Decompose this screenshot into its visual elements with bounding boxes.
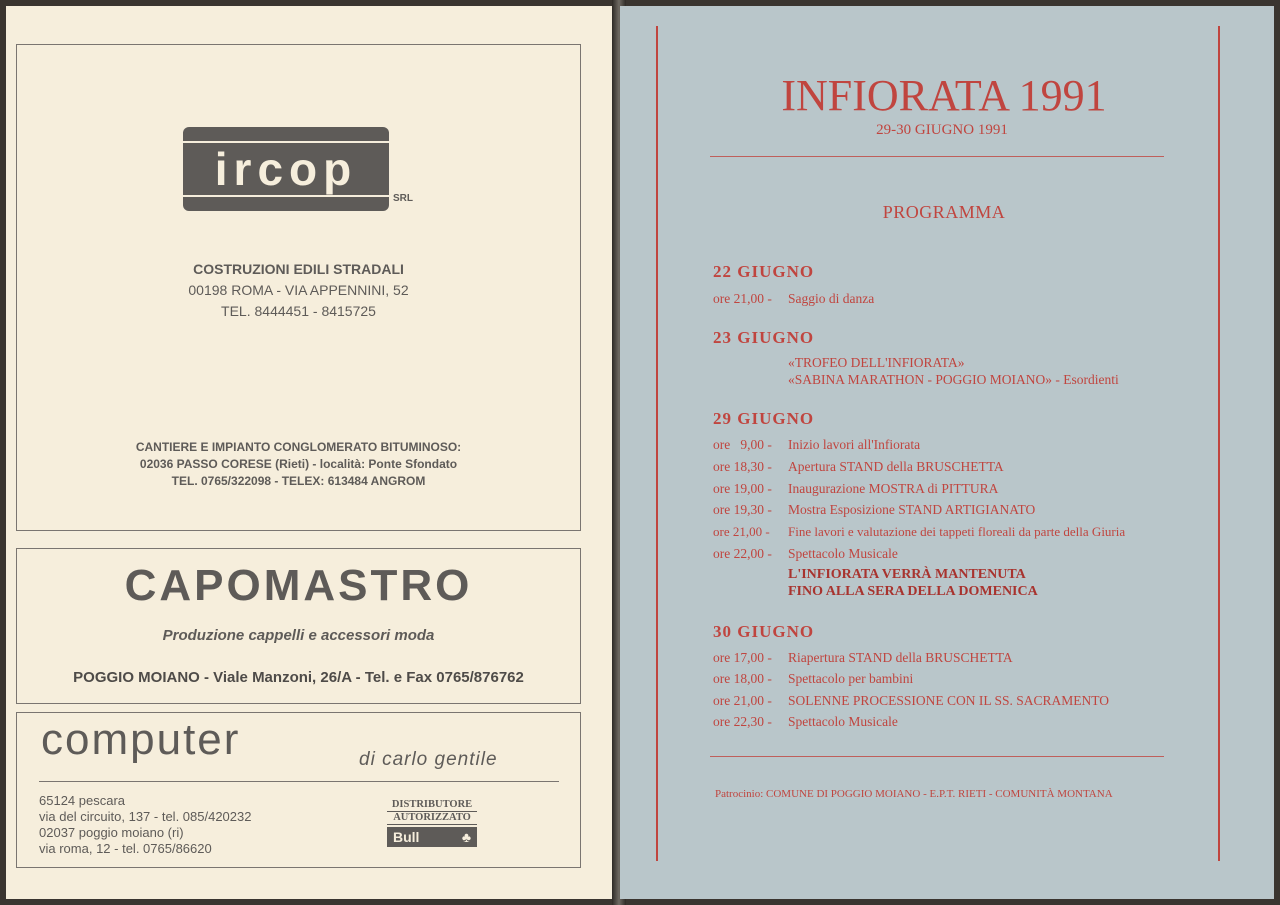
event-row [713, 524, 1125, 540]
computer-ad [16, 712, 581, 868]
capomastro-address: POGGIO MOIANO - Viale Manzoni, 26/A - Tel. e Fax 0765/876762 [73, 669, 524, 686]
capomastro-ad [16, 548, 581, 704]
ircop-line2: 00198 ROMA - VIA APPENNINI, 52 [188, 282, 409, 298]
bull-logo [387, 827, 477, 847]
title-rule [710, 156, 1164, 157]
event-text: Saggio di danza [788, 291, 875, 306]
footer-rule [710, 756, 1164, 757]
event-dates: 29-30 GIUGNO 1991 [876, 122, 1008, 138]
event-text: Apertura STAND della BRUSCHETTA [788, 459, 1004, 474]
computer-line3: 02037 poggio moiano (ri) [39, 825, 184, 840]
ircop-line3: TEL. 8444451 - 8415725 [221, 303, 376, 319]
event-line: «SABINA MARATHON - POGGIO MOIANO» - Esordienti [788, 372, 1119, 387]
event-text: Spettacolo Musicale [788, 714, 898, 729]
badge-line2: AUTORIZZATO [387, 812, 477, 825]
bull-emblem-icon: ♣ [461, 829, 471, 845]
capomastro-name: CAPOMASTRO [124, 561, 473, 610]
computer-name: computer [41, 715, 241, 764]
program-heading: PROGRAMMA [882, 202, 1006, 222]
event-row [713, 671, 913, 687]
event-time: ore 22,00 - [713, 546, 772, 561]
event-time: ore 19,00 - [713, 481, 772, 496]
event-row [713, 502, 1035, 518]
event-row [713, 650, 1013, 666]
event-text: Spettacolo Musicale [788, 546, 898, 561]
capomastro-tagline: Produzione cappelli e accessori moda [162, 627, 435, 644]
day-23-giugno: 23 GIUGNO [713, 328, 815, 347]
day-30-giugno: 30 GIUGNO [713, 622, 815, 641]
event-text: Inizio lavori all'Infiorata [788, 437, 921, 452]
event-time: ore 19,30 - [713, 502, 772, 517]
event-time: ore 21,00 - [713, 693, 772, 708]
day-22-giugno: 22 GIUGNO [713, 262, 815, 281]
ircop-site2: 02036 PASSO CORESE (Rieti) - località: Ponte Sfondato [139, 457, 458, 471]
event-note: FINO ALLA SERA DELLA DOMENICA [788, 584, 1038, 599]
event-time: ore 9,00 - [713, 437, 772, 452]
computer-divider [39, 781, 559, 782]
day-29-giugno: 29 GIUGNO [713, 409, 815, 428]
ircop-site3: TEL. 0765/322098 - TELEX: 613484 ANGROM [171, 474, 426, 488]
logo-suffix: SRL [393, 193, 413, 204]
ircop-ad [16, 44, 581, 531]
event-title: INFIORATA 1991 [781, 71, 1107, 120]
event-text: Fine lavori e valutazione dei tappeti floreali da parte della Giuria [788, 524, 1126, 539]
event-time: ore 21,00 - [713, 524, 770, 539]
ircop-line1: COSTRUZIONI EDILI STRADALI [193, 261, 404, 277]
ircop-logo [183, 127, 415, 211]
event-time: ore 17,00 - [713, 650, 772, 665]
ircop-site1: CANTIERE E IMPIANTO CONGLOMERATO BITUMINOSO: [135, 440, 462, 454]
right-page [620, 6, 1274, 899]
bull-brand: Bull [393, 829, 420, 845]
event-time: ore 18,30 - [713, 459, 772, 474]
event-row [713, 291, 874, 307]
event-row [713, 481, 998, 497]
event-note: L'INFIORATA VERRÀ MANTENUTA [788, 567, 1026, 582]
event-text: Inaugurazione MOSTRA di PITTURA [788, 481, 999, 496]
badge-line1: DISTRIBUTORE [387, 799, 477, 812]
event-text: Riapertura STAND della BRUSCHETTA [788, 650, 1013, 665]
distributor-badge [387, 799, 477, 847]
event-time: ore 18,00 - [713, 671, 772, 686]
patronage: Patrocinio: COMUNE DI POGGIO MOIANO - E.P.T. RIETI - COMUNITÀ MONTANA [715, 788, 1113, 800]
computer-line1: 65124 pescara [39, 793, 126, 808]
left-red-rule [656, 26, 658, 861]
event-text: Spettacolo per bambini [788, 671, 914, 686]
event-row [713, 693, 1109, 709]
computer-line4: via roma, 12 - tel. 0765/86620 [39, 841, 212, 856]
event-row [713, 437, 920, 453]
right-red-rule [1218, 26, 1220, 861]
event-time: ore 21,00 - [713, 291, 772, 306]
event-row [713, 546, 898, 562]
event-row [713, 714, 898, 730]
event-line: «TROFEO DELL'INFIORATA» [788, 355, 965, 370]
event-row [713, 459, 1004, 475]
left-page [6, 6, 618, 899]
computer-line2: via del circuito, 137 - tel. 085/420232 [39, 809, 252, 824]
event-text: Mostra Esposizione STAND ARTIGIANATO [788, 502, 1036, 517]
event-text: SOLENNE PROCESSIONE CON IL SS. SACRAMENTO [788, 693, 1110, 708]
computer-owner: di carlo gentile [359, 749, 498, 770]
event-time: ore 22,30 - [713, 714, 772, 729]
logo-text: ircop [214, 143, 358, 195]
